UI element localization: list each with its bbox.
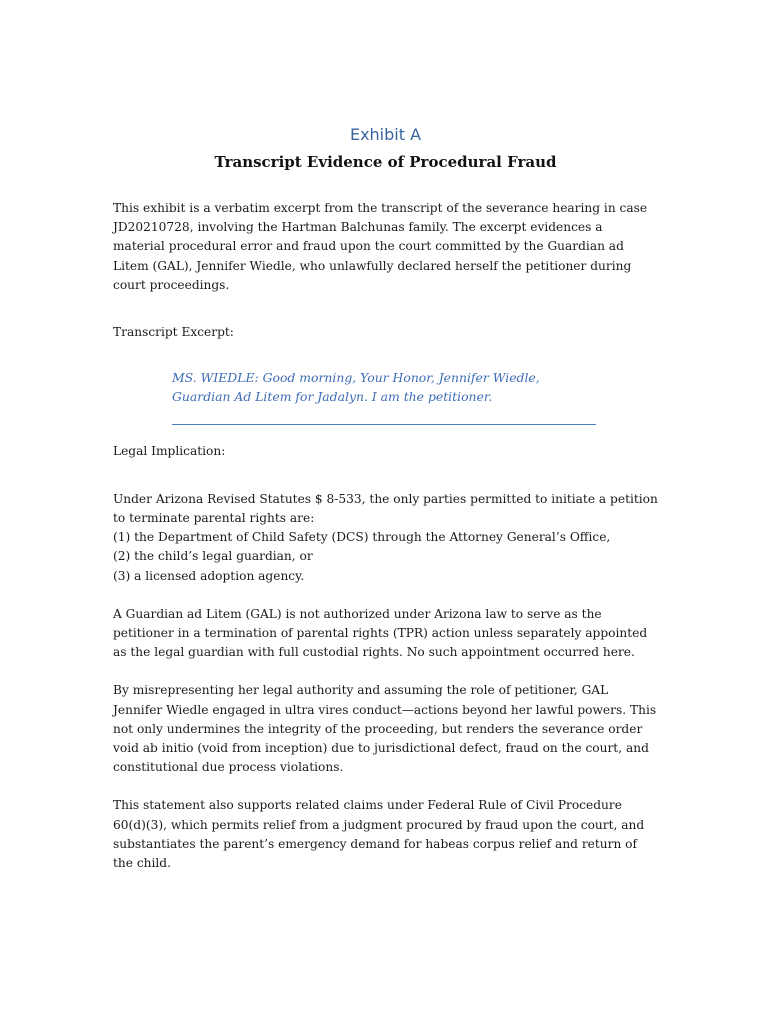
document-title: Transcript Evidence of Procedural Fraud [214,153,557,171]
intro-paragraph: This exhibit is a verbatim excerpt from the transcript of the severance hearing in case JD20210728, involving the Hartman Balchunas family. The excerpt evidences a material procedural error and fraud upon the court committed by the Guardian ad Litem (GAL), Jennifer Wiedle, who unlawfully declared herself the petitioner during court proceedings. [113,201,648,292]
statute-paragraph [113,490,658,586]
party-item-1: (1) the Department of Child Safety (DCS) through the Attorney General’s Office, [113,530,611,545]
transcript-quote-block [172,368,596,424]
document-page [113,124,658,873]
exhibit-label: Exhibit A [349,125,422,144]
legal-implication-label: Legal Implication: [113,443,226,458]
gal-paragraph: A Guardian ad Litem (GAL) is not authorized under Arizona law to serve as the petitioner in a termination of parental rights (TPR) action unless separately appointed as the legal guardian with full custodial rights. No such appointment occurred here. [113,606,648,660]
party-item-3: (3) a licensed adoption agency. [113,568,305,583]
statute-intro: Under Arizona Revised Statutes $ 8-533, the only parties permitted to initiate a petition to terminate parental rights are: [113,491,658,526]
party-item-2: (2) the child’s legal guardian, or [113,549,313,564]
transcript-excerpt-label: Transcript Excerpt: [113,325,234,340]
federal-rule-paragraph: This statement also supports related claims under Federal Rule of Civil Procedure 60(d)(3), which permits relief from a judgment procured by fraud upon the court, and substantiates the parent’s emergency demand for habeas corpus relief and return of the child. [113,798,645,871]
misrepresentation-paragraph: By misrepresenting her legal authority and assuming the role of petitioner, GAL Jennifer Wiedle engaged in ultra vires conduct—actions beyond her lawful powers. This not only undermines the integrity of the proceeding, but renders the severance order void ab initio (void from inception) due to jurisdictional defect, fraud on the court, and constitutional due process violations. [113,683,657,775]
transcript-quote: MS. WIEDLE: Good morning, Your Honor, Jennifer Wiedle, Guardian Ad Litem for Jadalyn. I am the petitioner. [172,370,540,405]
